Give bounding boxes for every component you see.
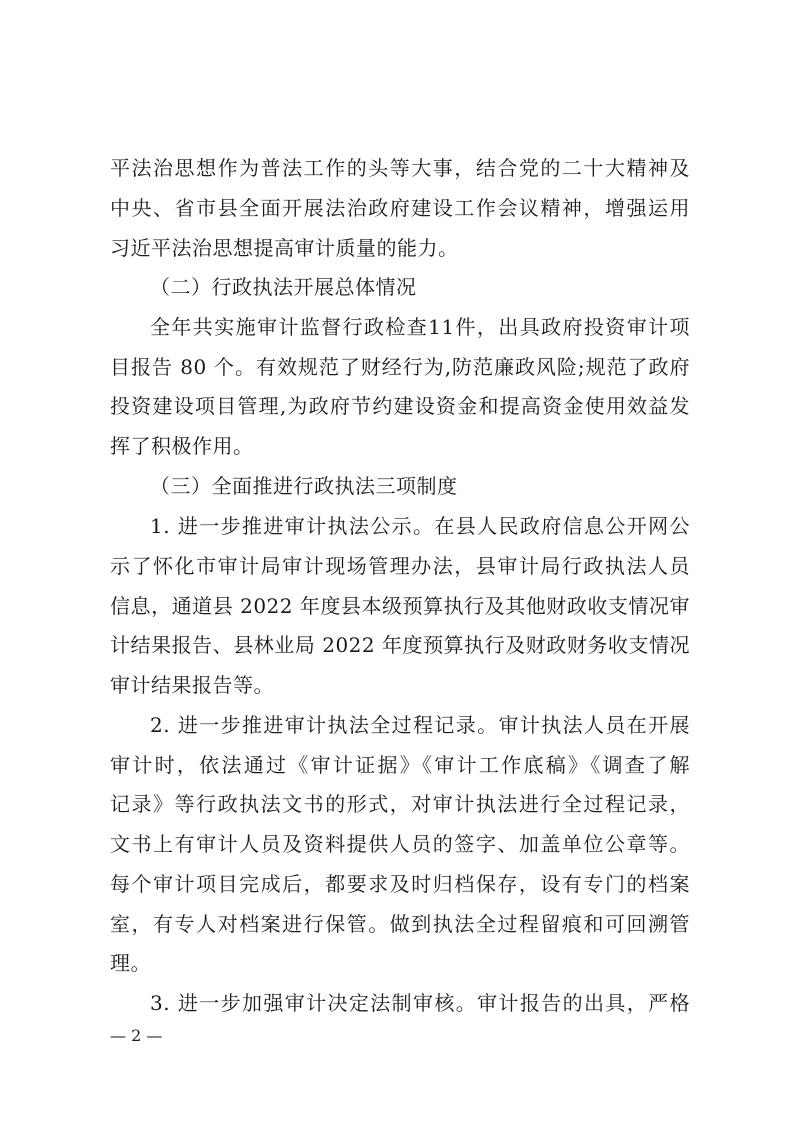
body-text-line: 理。	[110, 951, 151, 975]
body-text-line: 1. 进一步推进审计执法公示。在县人民政府信息公开网公	[150, 514, 690, 538]
body-text-line: 信息，通道县 2022 年度县本级预算执行及其他财政收支情况审	[110, 594, 690, 618]
body-text-line: 审计结果报告等。	[110, 673, 274, 697]
section-heading-2: （二）行政执法开展总体情况	[150, 275, 417, 299]
page-number: — 2 —	[110, 1026, 163, 1045]
body-text-line: 全年共实施审计监督行政检查11件，出具政府投资审计项	[150, 315, 690, 339]
body-text-line: 挥了积极作用。	[110, 434, 254, 458]
body-text-line: 每个审计项目完成后，都要求及时归档保存，设有专门的档案	[110, 872, 690, 896]
body-text-line: 文书上有审计人员及资料提供人员的签字、加盖单位公章等。	[110, 832, 690, 856]
section-heading-3: （三）全面推进行政执法三项制度	[150, 474, 458, 498]
body-text-line: 3. 进一步加强审计决定法制审核。审计报告的出具，严格	[150, 991, 690, 1015]
body-text-line: 室，有专人对档案进行保管。做到执法全过程留痕和可回溯管	[110, 912, 690, 936]
body-text-line: 投资建设项目管理,为政府节约建设资金和提高资金使用效益发	[110, 394, 690, 418]
body-text-line: 记录》等行政执法文书的形式，对审计执法进行全过程记录，	[110, 792, 690, 816]
body-text-line: 目报告 80 个。有效规范了财经行为,防范廉政风险;规范了政府	[110, 355, 690, 379]
body-text-line: 平法治思想作为普法工作的头等大事，结合党的二十大精神及	[110, 156, 690, 180]
body-text-line: 2. 进一步推进审计执法全过程记录。审计执法人员在开展	[150, 713, 690, 737]
body-text-line: 中央、省市县全面开展法治政府建设工作会议精神，增强运用	[110, 196, 690, 220]
body-text-line: 习近平法治思想提高审计质量的能力。	[110, 236, 459, 260]
body-text-line: 计结果报告、县林业局 2022 年度预算执行及财政财务收支情况	[110, 633, 690, 657]
body-text-line: 审计时，依法通过《审计证据》《审计工作底稿》《调查了解	[110, 753, 690, 777]
body-text-line: 示了怀化市审计局审计现场管理办法，县审计局行政执法人员	[110, 554, 690, 578]
